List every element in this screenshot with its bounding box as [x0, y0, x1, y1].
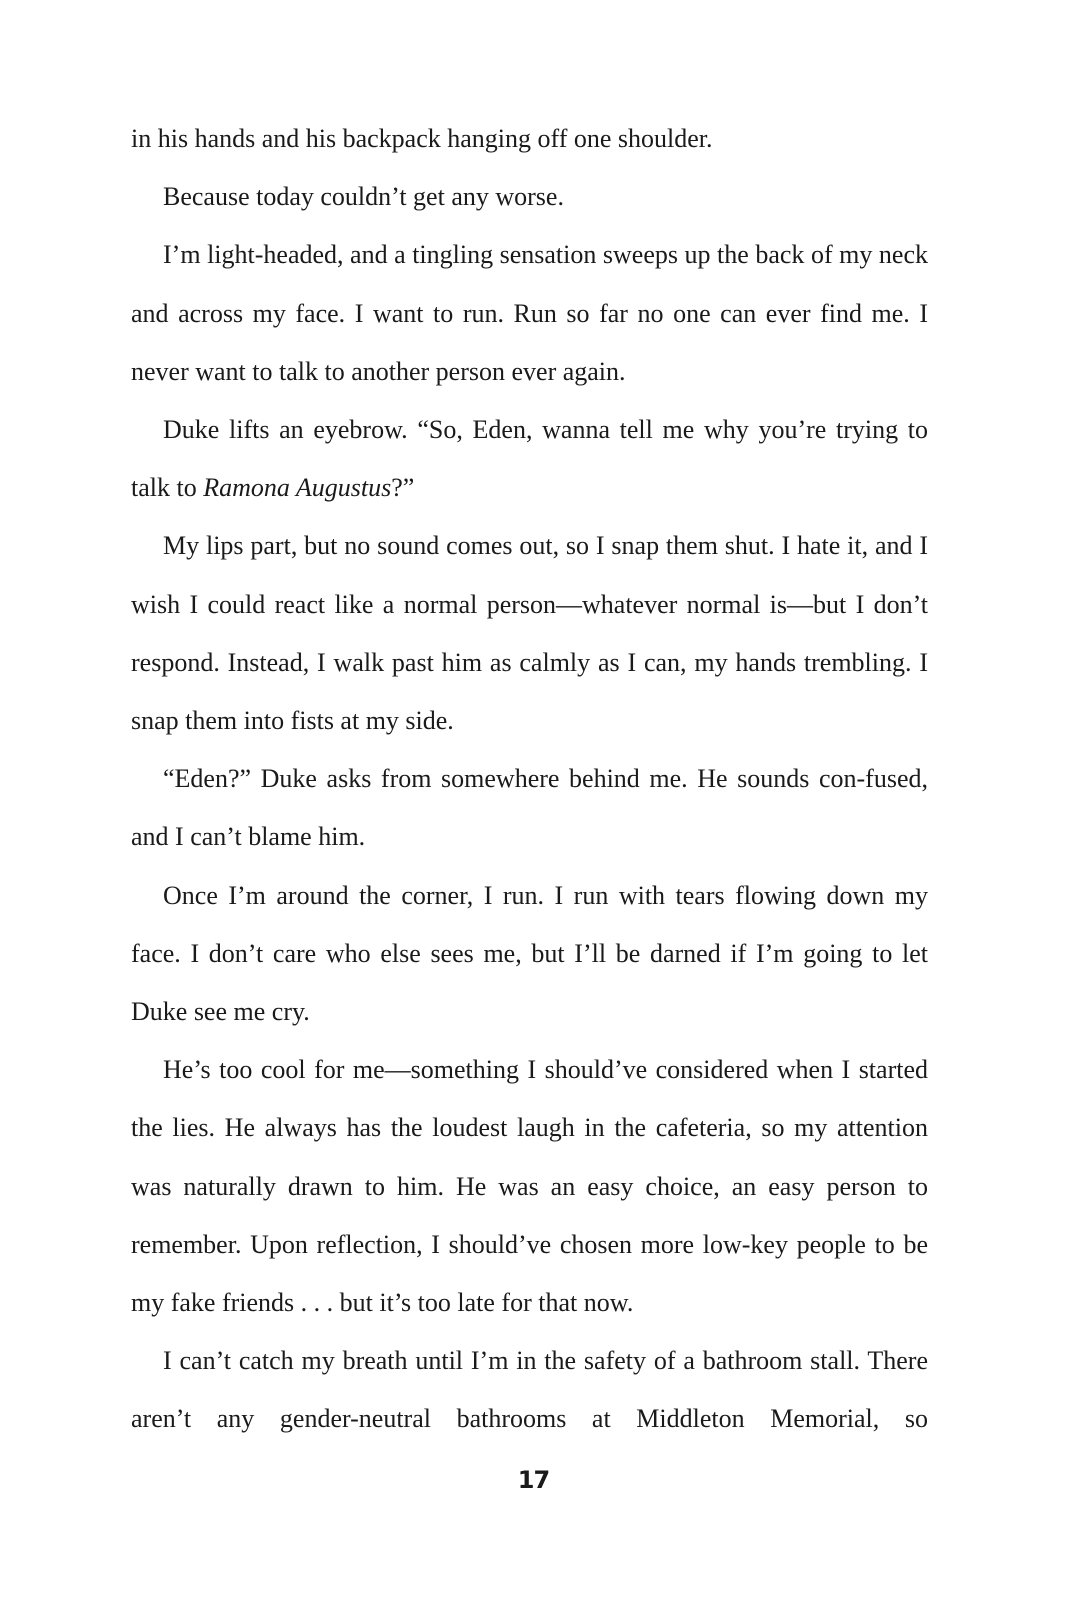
paragraph — [131, 867, 928, 1042]
body-text — [131, 110, 928, 1449]
paragraph-text: I’m light-headed, and a tingling sensation sweeps up the back of my neck and across my face. I want to run. Run so far no one can ever find me. I never want to talk to another person ever again. — [131, 240, 928, 386]
paragraph-text: “Eden?” Duke asks from somewhere behind me. He sounds con-​fused, and I can’t blame him. — [131, 764, 928, 852]
paragraph-text: He’s too cool for me—something I should’ve considered when I started the lies. He always has the loudest laugh in the cafeteria, so my attention was naturally drawn to him. He was an easy choice, an easy person to remember. Upon reflection, I should’ve chosen more low-key people to be my fake friends . . . but it’s too late for that now. — [131, 1055, 928, 1318]
paragraph — [131, 168, 928, 226]
paragraph-text: I can’t catch my breath until I’m in the safety of a bathroom stall. There aren’t any gender-neutral bathrooms at Middleton Memorial, so — [131, 1346, 928, 1434]
paragraph — [131, 1041, 928, 1332]
paragraph — [131, 750, 928, 866]
paragraph-text: in his hands and his backpack hanging off one shoulder. — [131, 124, 713, 153]
paragraph — [131, 110, 928, 168]
paragraph-text: Once I’m around the corner, I run. I run with tears flowing down my face. I don’t care who else sees me, but I’ll be darned if I’m going to let Duke see me cry. — [131, 880, 928, 1027]
paragraph — [131, 226, 928, 401]
paragraph — [131, 517, 928, 750]
paragraph-text: Duke lifts an eyebrow. “So, Eden, wanna tell me why you’re trying to talk to — [131, 415, 928, 503]
page-number: 17 — [517, 1466, 550, 1494]
paragraph — [131, 401, 928, 517]
paragraph-text: ?” — [391, 473, 415, 503]
paragraph — [131, 1332, 928, 1448]
italic-text: Ramona Augustus — [203, 473, 392, 503]
paragraph-text: My lips part, but no sound comes out, so I snap them shut. I hate it, and I wish I could react like a normal person—whatever normal is—but I don’t respond. Instead, I walk past him as calmly as I can, my hands trembling. I snap them into fists at my side. — [131, 531, 928, 736]
paragraph-text: Because today couldn’t get any worse. — [163, 182, 564, 212]
